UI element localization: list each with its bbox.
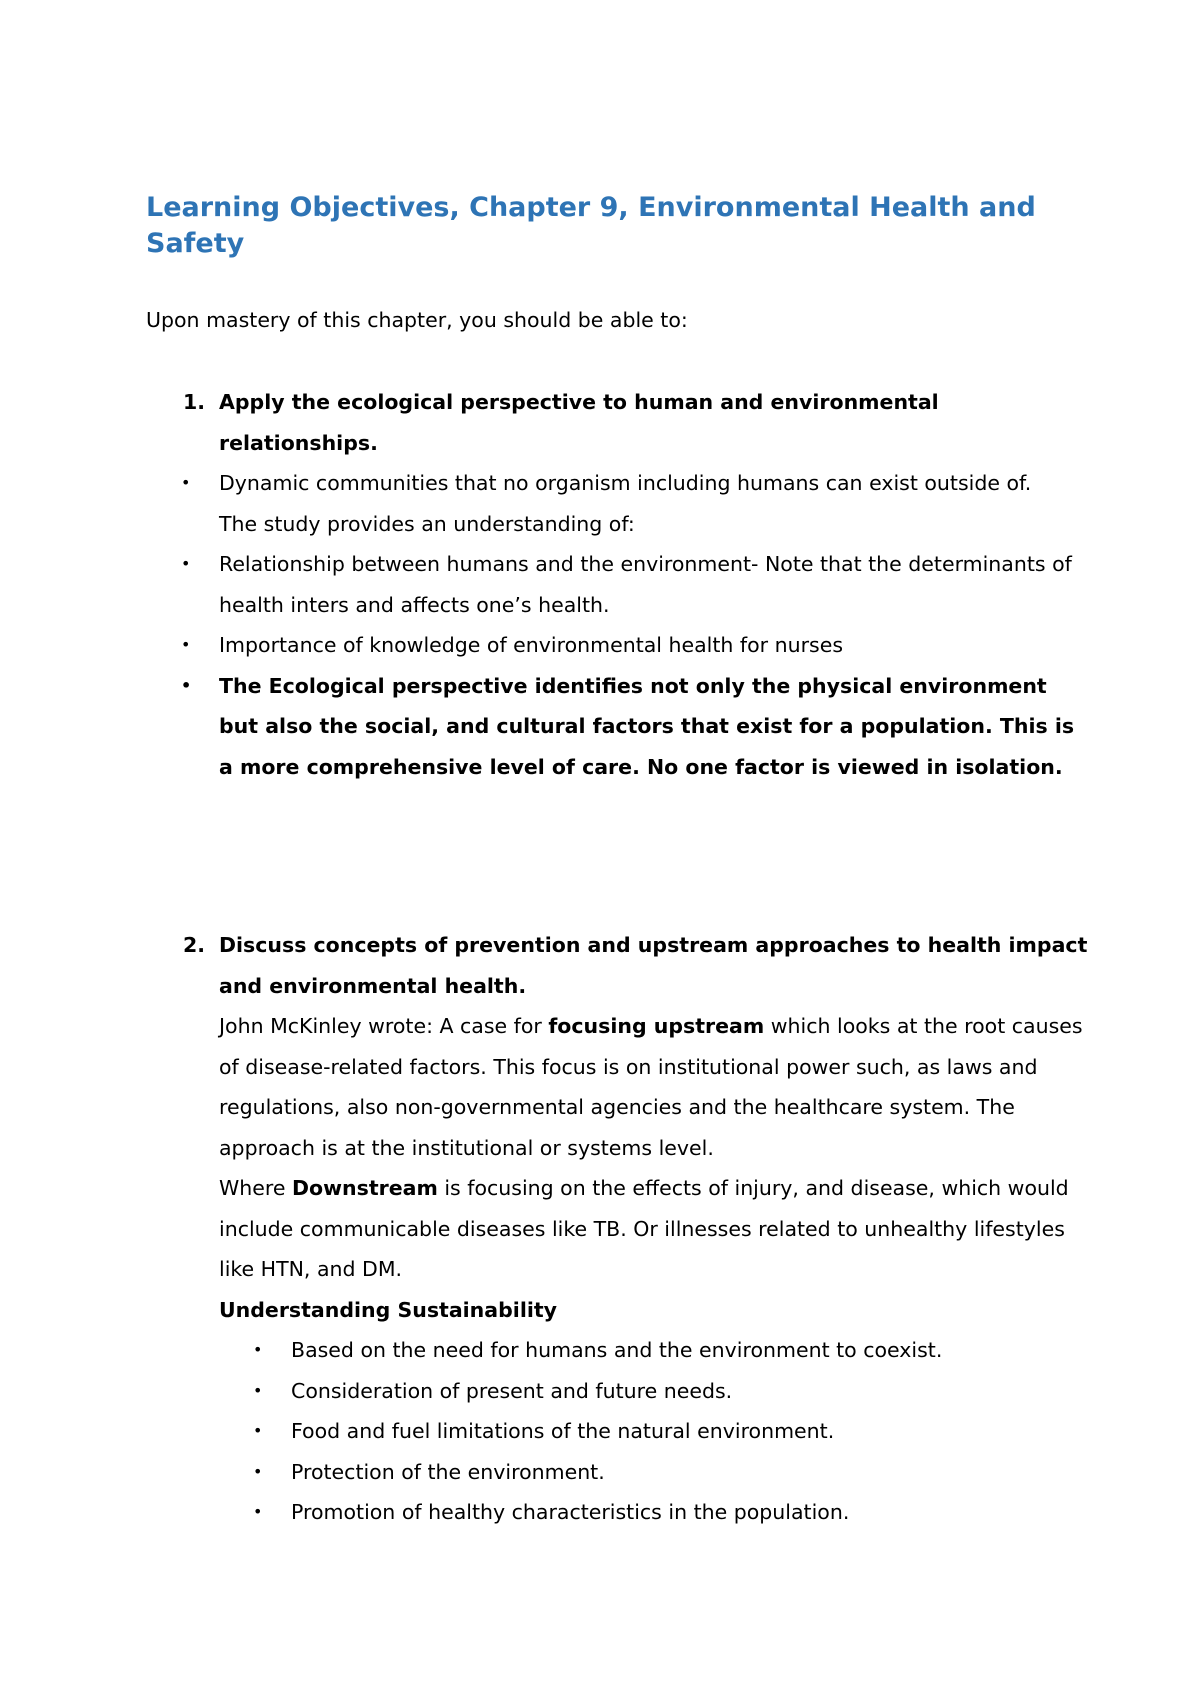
objective-1-bullet-4: The Ecological perspective identifies not only the physical environment but also the social, and cultural factors that exist for a population. This is a more comprehensive level of care. No one factor is viewed in isolation. — [219, 673, 1075, 779]
emphasis-downstream: Downstream — [291, 1176, 438, 1200]
intro-text: Upon mastery of this chapter, you should be able to: — [146, 308, 688, 332]
list-item — [219, 1411, 1089, 1452]
text-run: John McKinley wrote: A case for — [219, 1014, 549, 1038]
objective-2-heading: Discuss concepts of prevention and upstream approaches to health impact and environmental health. — [219, 933, 1088, 998]
page-title: Learning Objectives, Chapter 9, Environmental Health and Safety — [146, 192, 1036, 259]
objective-1-heading: Apply the ecological perspective to human and environmental relationships. — [219, 390, 939, 455]
bullet-icon: • — [253, 1421, 263, 1440]
sustainability-bullets — [219, 1330, 1089, 1533]
bullet-icon: • — [253, 1340, 263, 1359]
objective-1 — [181, 382, 1089, 787]
list-item — [147, 666, 1089, 788]
bullet-icon: • — [253, 1502, 263, 1521]
bullet-icon: • — [181, 635, 191, 654]
bullet-icon: • — [181, 473, 191, 492]
objective-1-bullet-3: Importance of knowledge of environmental health for nurses — [219, 633, 844, 657]
text-run: is focusing on the effects of injury, and disease, which would include communicable diseases like TB. Or illnesses related to unhealthy lifestyles like HTN, and DM. — [219, 1176, 1069, 1281]
objective-1-number: 1. — [183, 390, 206, 414]
objective-1-note: The study provides an understanding of: — [219, 511, 635, 536]
sustainability-subheading: Understanding Sustainability — [219, 1297, 558, 1322]
bullet-icon: • — [181, 554, 191, 573]
objective-1-bullets — [181, 463, 1089, 504]
bullet-icon: • — [253, 1380, 263, 1400]
sustainability-bullet-text: Protection of the environment. — [291, 1459, 605, 1484]
list-item — [219, 1330, 1089, 1371]
objective-2-number: 2. — [183, 933, 206, 957]
objective-1-bullet-1: Dynamic communities that no organism including humans can exist outside of. — [219, 471, 1032, 495]
bullet-icon: • — [253, 1461, 263, 1481]
list-item — [147, 625, 1089, 666]
objective-2-paragraph-2 — [219, 1168, 1089, 1290]
sustainability-bullet-text: Consideration of present and future needs. — [291, 1378, 733, 1403]
sustainability-bullet-text: Food and fuel limitations of the natural environment. — [291, 1419, 835, 1443]
list-item — [147, 463, 1089, 504]
list-item — [219, 1452, 1089, 1493]
text-run: Where — [219, 1176, 292, 1200]
objective-2 — [219, 925, 1089, 1533]
objective-1-bullet-2: Relationship between humans and the environment- Note that the determinants of health inters and affects one’s health. — [219, 552, 1072, 617]
list-item — [147, 544, 1089, 625]
objective-1-bullets-2 — [147, 544, 1089, 787]
emphasis-upstream: focusing upstream — [548, 1014, 765, 1038]
text-run: which looks at the root causes of disease-related factors. This focus is on institutional power such, as laws and regulations, also non-governmental agencies and the healthcare system. The approach is at the institutional or systems level. — [219, 1014, 1083, 1160]
list-item — [219, 1492, 1089, 1533]
sustainability-bullet-text: Based on the need for humans and the environment to coexist. — [291, 1338, 943, 1362]
list-item — [219, 1371, 1089, 1412]
bullet-icon: • — [181, 675, 192, 695]
sustainability-bullet-text: Promotion of healthy characteristics in the population. — [291, 1500, 850, 1524]
objective-2-paragraph-1 — [219, 1006, 1089, 1168]
